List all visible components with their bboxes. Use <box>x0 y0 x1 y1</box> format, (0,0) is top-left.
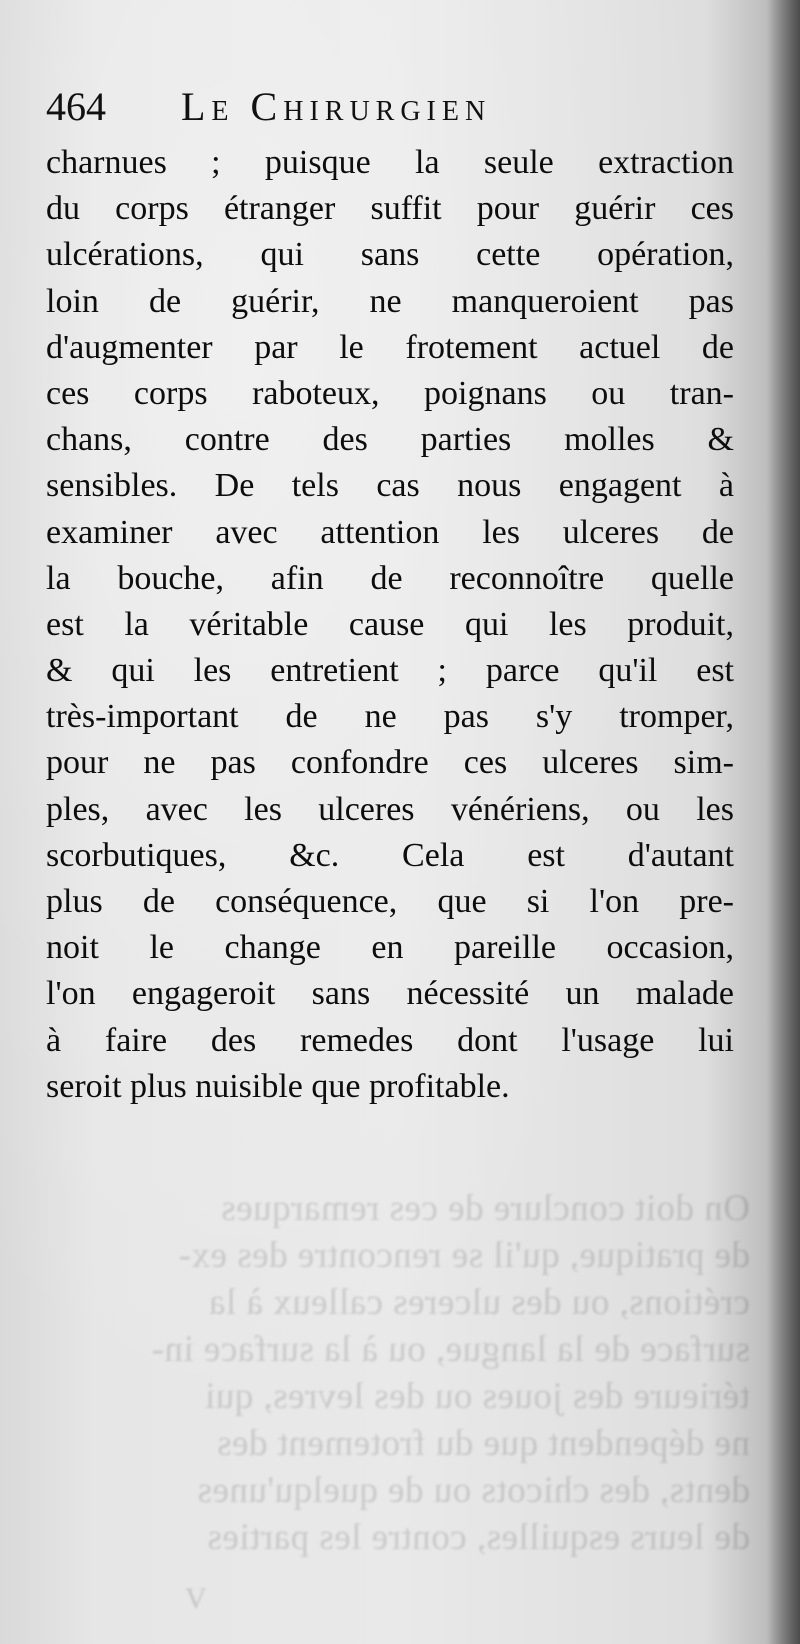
text-line: très-important de ne pas s'y tromper, <box>46 698 734 736</box>
text-line: ples, avec les ulceres vénériens, ou les <box>46 790 734 828</box>
text-line: & qui les entretient ; parce qu'il est <box>46 652 734 690</box>
text-line: loin de guérir, ne manqueroient pas <box>46 282 734 320</box>
text-line: sensibles. De tels cas nous engagent à <box>46 467 734 505</box>
text-line: charnues ; puisque la seule extraction <box>46 144 734 181</box>
text-line: est la véritable cause qui les produit, <box>46 605 734 643</box>
text-line: ces corps raboteux, poignans ou tran- <box>46 374 734 412</box>
text-line: chans, contre des parties molles & <box>46 421 734 459</box>
text-line: pour ne pas confondre ces ulceres sim- <box>46 744 734 782</box>
text-line: du corps étranger suffit pour guérir ces <box>46 190 734 228</box>
text-line: noit le change en pareille occasion, <box>46 929 734 967</box>
reverse-side-bleed-through: On doit conclure de ces remarques de pratique, qu'il se rencontre des ex- crétions, ou des ulceres calleux à la surface de la langue, ou à la surface in- térieure des joues ou des levres, qui ne dépendent que du frotement des dents, des chicots ou de quelqu'unes de leurs esquilles, contre les parties <box>151 1188 750 1558</box>
text-line: examiner avec attention les ulceres de <box>46 513 734 551</box>
page-header <box>46 82 746 132</box>
running-title: Le Chirurgien <box>181 84 492 129</box>
page-number: 464 <box>46 84 106 129</box>
text-line: d'augmenter par le frotement actuel de <box>46 328 734 366</box>
body-text <box>46 140 734 1110</box>
text-line: à faire des remedes dont l'usage lui <box>46 1021 734 1059</box>
text-line: seroit plus nuisible que profitable. <box>46 1067 510 1105</box>
text-line: scorbutiques, &c. Cela est d'autant <box>46 836 734 874</box>
text-line: la bouche, afin de reconnoître quelle <box>46 559 734 597</box>
text-line: plus de conséquence, que si l'on pre- <box>46 883 734 920</box>
signature-mark-bleed: V <box>185 1582 207 1615</box>
text-line: ulcérations, qui sans cette opération, <box>46 236 734 274</box>
page-gutter-shadow <box>766 0 800 1644</box>
text-line: l'on engageroit sans nécessité un malade <box>46 975 734 1013</box>
